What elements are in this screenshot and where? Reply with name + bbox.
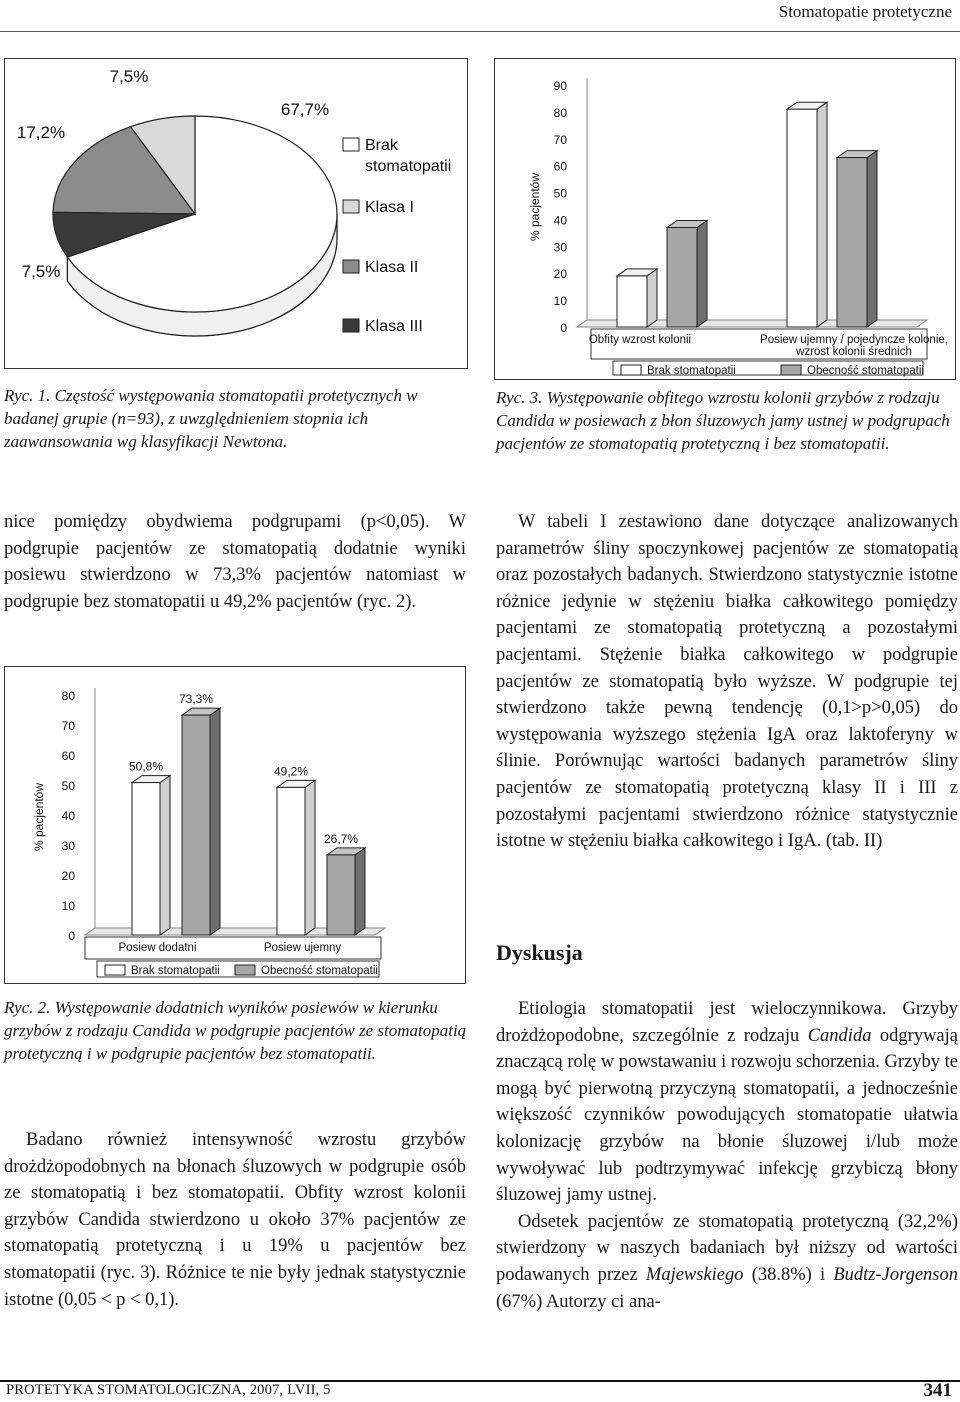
text-span: Etiologia stomatopatii jest wieloczynnikowa. Grzyby drożdżopodobne, szczególnie z rodzaju bbox=[496, 999, 958, 1046]
legend-label: Obecność stomatopatii bbox=[261, 965, 378, 977]
legend-label: stomatopatii bbox=[365, 158, 452, 175]
pie-slice-label: 7,5% bbox=[109, 67, 149, 86]
bar-side bbox=[817, 102, 827, 327]
y-tick-label: 40 bbox=[61, 809, 75, 823]
legend-label: Brak stomatopatii bbox=[131, 965, 220, 977]
bar-side bbox=[355, 848, 365, 935]
paragraph bbox=[496, 996, 958, 1209]
legend-label: Brak bbox=[365, 137, 398, 154]
legend-label: Brak stomatopatii bbox=[647, 365, 736, 377]
right-discussion bbox=[496, 996, 958, 1315]
legend-label: Obecność stomatopatii bbox=[807, 365, 924, 377]
italic-term: Candida bbox=[807, 1025, 872, 1046]
axis-wall bbox=[577, 78, 587, 327]
y-tick-label: 50 bbox=[61, 779, 75, 793]
figure-3-box bbox=[494, 58, 956, 380]
legend-swatch bbox=[343, 260, 359, 273]
left-paragraph-1 bbox=[4, 509, 466, 615]
bar-value-label: 50,8% bbox=[128, 759, 164, 774]
figure-3-chart bbox=[495, 59, 954, 378]
bar bbox=[327, 855, 355, 935]
y-tick-label: 70 bbox=[553, 132, 567, 147]
pie-slice-label: 17,2% bbox=[16, 123, 66, 142]
bar-side bbox=[210, 708, 220, 935]
y-tick-label: 80 bbox=[61, 689, 75, 703]
y-tick-label: 90 bbox=[553, 79, 567, 93]
y-tick-label: 10 bbox=[553, 294, 567, 309]
legend-swatch bbox=[781, 365, 801, 375]
right-column bbox=[496, 509, 958, 855]
page-number: 341 bbox=[923, 1380, 952, 1401]
text-span: Odsetek pacjentów ze stomatopatią protetyczną (32,2%) stwierdzony w naszych badaniach był niższy od wartości podawanych przez bbox=[496, 1211, 958, 1285]
figure-1-caption: Ryc. 1. Częstość występowania stomatopatii protetycznych w badanej grupie (n=93), z uwzględnieniem stopnia ich zaawansowania wg klasyfikacji Newtona. bbox=[4, 386, 418, 451]
bar bbox=[277, 787, 305, 935]
paragraph: nice pomiędzy obydwiema podgrupami (p<0,05). W podgrupie pacjentów ze stomatopatią dodatnie wyniki posiewu stwierdzono w 73,3% pacjentów natomiast w podgrupie bez stomatopatii u 49,2% pacjentów (ryc. 2). bbox=[4, 512, 466, 612]
bar-value-label: 73,3% bbox=[178, 692, 214, 707]
paragraph bbox=[496, 1209, 958, 1315]
text-span: (67%) Autorzy ci ana- bbox=[496, 1291, 661, 1312]
category-label: Posiew dodatni bbox=[118, 942, 197, 954]
bar-value-label: 26,7% bbox=[323, 831, 359, 846]
legend-swatch bbox=[343, 200, 359, 213]
y-tick-label: 60 bbox=[61, 749, 75, 763]
y-axis-label: % pacjentów bbox=[32, 782, 46, 852]
y-tick-label: 80 bbox=[553, 105, 567, 120]
legend-label: Klasa III bbox=[365, 318, 423, 335]
text-span: odgrywają znaczącą rolę w powstawaniu i rozwoju schorzenia. Grzyby te mogą być pierwotną przyczyną stomatopatii, a jednocześnie większość czynników powodujących stomatopatie ułatwia kolonizację grzybów na błonie śluzowej i/lub może wywoływać lub podtrzymywać infekcję grzybiczą błony śluzowej jamy ustnej. bbox=[496, 1025, 958, 1206]
pie-slice-label: 7,5% bbox=[21, 262, 61, 281]
bar bbox=[132, 783, 160, 935]
category-label: Posiew ujemny bbox=[263, 942, 342, 954]
y-tick-label: 30 bbox=[553, 240, 567, 255]
figure-2-chart bbox=[5, 667, 464, 982]
y-tick-label: 10 bbox=[61, 899, 75, 913]
legend-label: Klasa I bbox=[365, 199, 414, 216]
y-tick-label: 40 bbox=[553, 213, 567, 228]
legend-label: Klasa II bbox=[365, 259, 419, 276]
y-tick-label: 0 bbox=[68, 929, 75, 943]
running-header: Stomatopatie protetyczne bbox=[778, 2, 952, 21]
figure-1-box bbox=[4, 58, 468, 369]
bar-value-label: 49,2% bbox=[273, 764, 309, 779]
bar-side bbox=[305, 780, 315, 935]
category-label: Posiew ujemny / pojedyncze kolonie, bbox=[760, 334, 948, 346]
bar bbox=[617, 276, 647, 327]
category-label: Obfity wzrost kolonii bbox=[588, 334, 692, 346]
pie-slice-label: 67,7% bbox=[280, 100, 330, 119]
bar bbox=[182, 715, 210, 935]
journal-footer: PROTETYKA STOMATOLOGICZNA, 2007, LVII, 5 bbox=[6, 1382, 331, 1398]
pie-chart bbox=[5, 59, 466, 367]
axis-wall bbox=[85, 688, 95, 935]
y-tick-label: 50 bbox=[553, 186, 567, 201]
author-name: Budtz-Jorgenson bbox=[833, 1264, 958, 1285]
figure-2-caption: Ryc. 2. Występowanie dodatnich wyników posiewów w kierunku grzybów z rodzaju Candida w podgrupie pacjentów ze stomatopatią protetyczną i w podgrupie pacjentów bez stomatopatii. bbox=[4, 998, 467, 1063]
bar bbox=[787, 109, 817, 327]
bar-side bbox=[867, 151, 877, 327]
section-heading-dyskusja: Dyskusja bbox=[496, 940, 583, 965]
y-tick-label: 20 bbox=[61, 869, 75, 883]
author-name: Majewskiego bbox=[645, 1264, 744, 1285]
bar-side bbox=[697, 221, 707, 327]
figure-3-caption: Ryc. 3. Występowanie obfitego wzrostu kolonii grzybów z rodzaju Candida w posiewach z błon śluzowych jamy ustnej w podgrupach pacjentów ze stomatopatią protetyczną i bez stomatopatii. bbox=[496, 388, 950, 453]
bar-side bbox=[160, 776, 170, 935]
paragraph: Badano również intensywność wzrostu grzybów drożdżopodobnych na błonach śluzowych w podgrupie osób ze stomatopatią i bez stomatopatii. Obfity wzrost kolonii grzybów Candida stwierdzono u około 37% pacjentów ze stomatopatią protetyczną i u 19% u pacjentów bez stomatopatii (ryc. 3). Różnice te nie były jednak statystycznie istotne (0,05 < p < 0,1). bbox=[4, 1130, 466, 1310]
legend-swatch bbox=[235, 965, 255, 975]
figure-2-box bbox=[4, 666, 466, 984]
y-tick-label: 20 bbox=[553, 267, 567, 282]
pie-legend bbox=[343, 137, 451, 335]
paragraph: W tabeli I zestawiono dane dotyczące analizowanych parametrów śliny spoczynkowej pacjentów ze stomatopatią oraz pozostałych badanych. Stwierdzono statystycznie istotne różnice jedynie w stężeniu białka całkowitego pomiędzy pacjentami ze stomatopatią protetyczną a pozostałymi pacjentami. Stężenie białka całkowitego w podgrupie pacjentów ze stomatopatią było wyższe. W podgrupie tej stwierdzono także pewną tendencję (0,1>p>0,05) do występowania wyższego stężenia IgA oraz laktoferyny w ślinie. Porównując wartości badanych parametrów śliny pacjentów ze stomatopatią protetyczną klasy II i III z pozostałymi pacjentami stwierdzono różnice statystycznie istotne w stężeniu białka całkowitego i IgA. (tab. II) bbox=[496, 512, 958, 852]
y-tick-label: 60 bbox=[553, 159, 567, 174]
bar bbox=[667, 228, 697, 327]
legend-swatch bbox=[621, 365, 641, 375]
header-rule bbox=[0, 31, 960, 32]
pie-slices-layer bbox=[53, 116, 337, 312]
legend-swatch bbox=[343, 319, 359, 332]
legend-swatch bbox=[343, 138, 359, 151]
left-paragraph-2 bbox=[4, 1127, 466, 1313]
legend-swatch bbox=[105, 965, 125, 975]
y-tick-label: 30 bbox=[61, 839, 75, 853]
category-label: wzrost kolonii średnich bbox=[796, 346, 912, 358]
y-axis-label: % pacjentów bbox=[528, 172, 542, 242]
bar-side bbox=[647, 269, 657, 327]
y-tick-label: 70 bbox=[61, 719, 75, 733]
y-tick-label: 0 bbox=[560, 321, 567, 335]
bar bbox=[837, 158, 867, 327]
text-span: (38.8%) i bbox=[743, 1264, 834, 1285]
